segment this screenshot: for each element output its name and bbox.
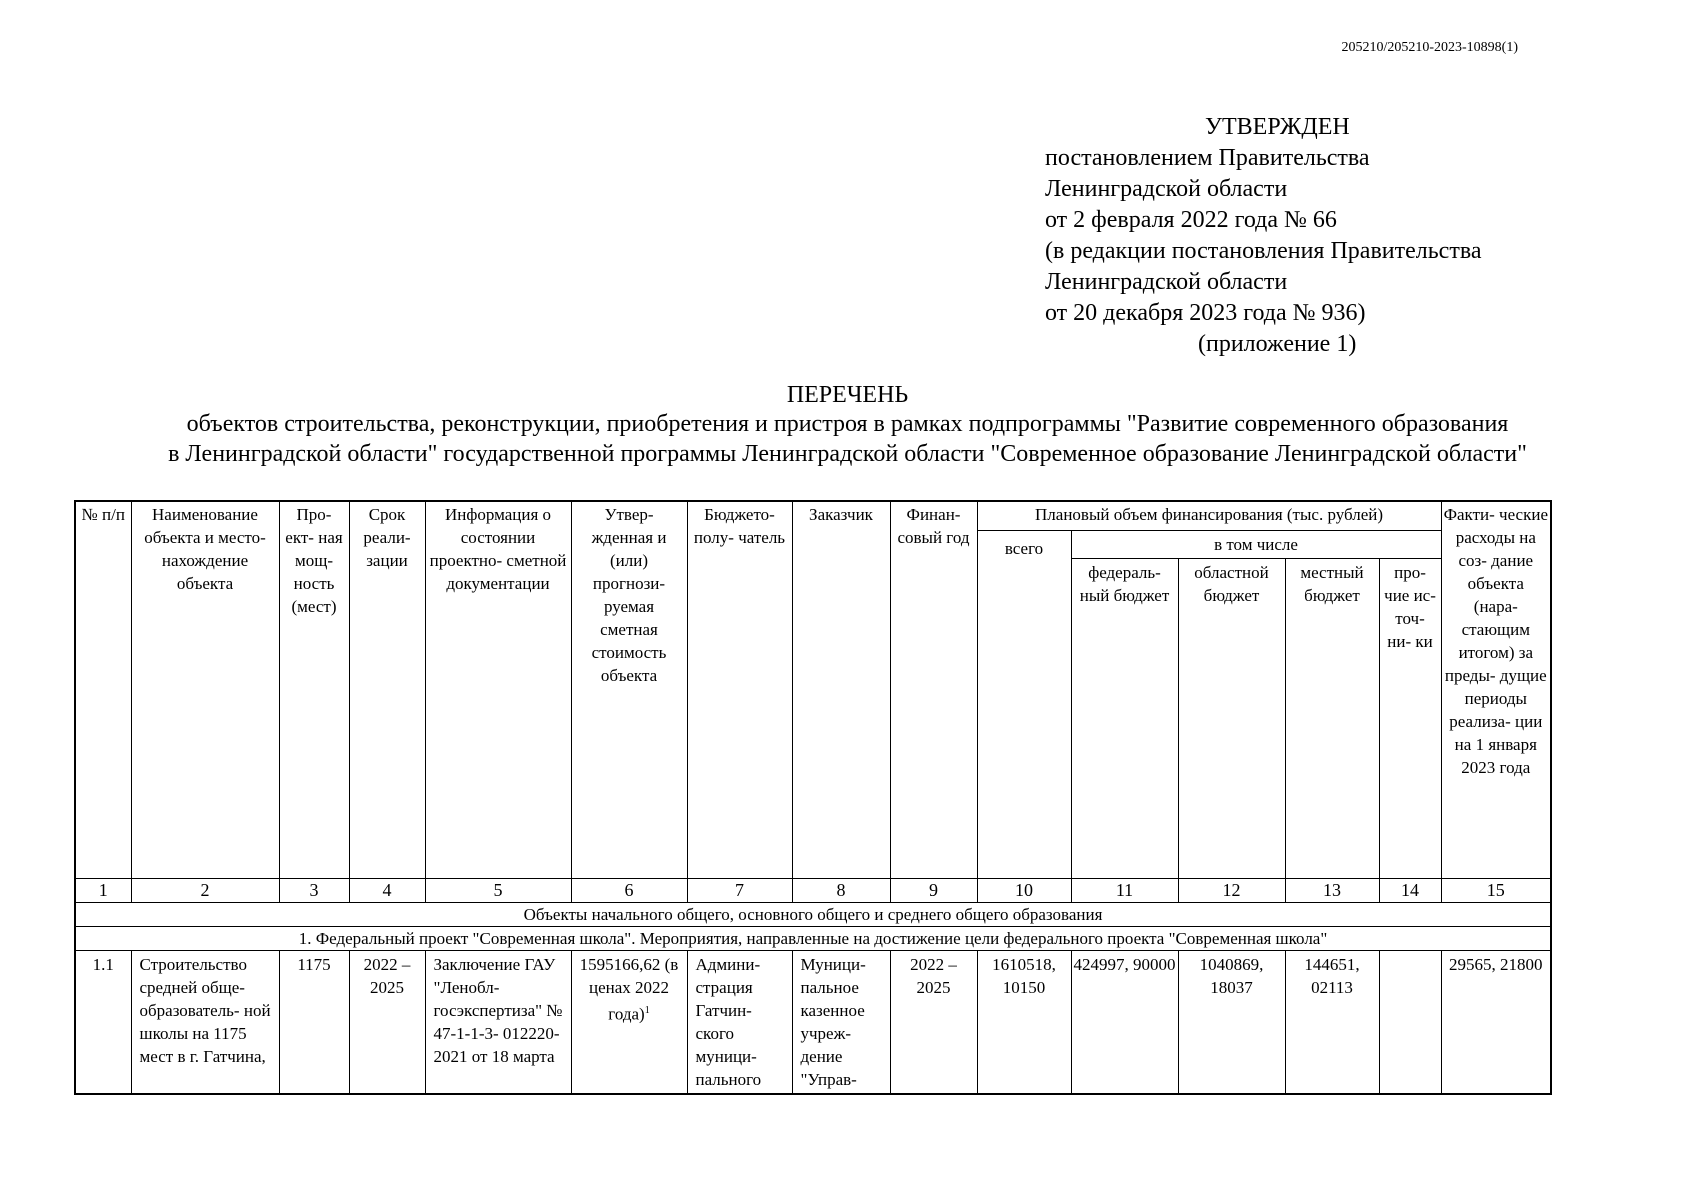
row-docs: Заключение ГАУ "Ленобл- госэкспертиза" № 47-1-1-3- 012220-2021 от 18 марта: [425, 951, 571, 1095]
approval-line: Ленинградской области: [1045, 269, 1288, 295]
approval-heading: УТВЕРЖДЕН: [1205, 114, 1350, 140]
column-number: 10: [977, 879, 1071, 903]
header-regional: областной бюджет: [1178, 559, 1285, 879]
column-number: 8: [792, 879, 890, 903]
row-other: [1379, 951, 1441, 1095]
header-fin-year: Финан- совый год: [890, 501, 977, 879]
column-number: 1: [75, 879, 131, 903]
row-name: Строительство средней обще- образователь- ной школы на 1175 мест в г. Гатчина,: [131, 951, 279, 1095]
document-subtitle-line-2: в Ленинградской области" государственной программы Ленинградской области "Современное образование Ленинградской области": [168, 441, 1527, 467]
row-total: 1610518, 10150: [977, 951, 1071, 1095]
document-id: 205210/205210-2023-10898(1): [1341, 40, 1518, 55]
column-number: 15: [1441, 879, 1551, 903]
column-number: 4: [349, 879, 425, 903]
column-number: 12: [1178, 879, 1285, 903]
row-actual: 29565, 21800: [1441, 951, 1551, 1095]
header-actual-expenses: Факти- ческие расходы на соз- дание объекта (нара- стающим итогом) за преды- дущие периоды реализа- ции на 1 января 2023 года: [1441, 501, 1551, 879]
row-num: 1.1: [75, 951, 131, 1095]
row-recipient: Админи- страция Гатчин- ского муници- пального: [687, 951, 792, 1095]
header-docs: Информация о состоянии проектно- сметной документации: [425, 501, 571, 879]
appendix-label: (приложение 1): [1198, 331, 1357, 357]
objects-table: [74, 500, 1552, 1095]
row-cost: [571, 951, 687, 1095]
header-federal: федераль- ный бюджет: [1071, 559, 1178, 879]
row-term: 2022 – 2025: [349, 951, 425, 1095]
header-other: про- чие ис- точ- ни- ки: [1379, 559, 1441, 879]
column-number: 2: [131, 879, 279, 903]
column-number: 5: [425, 879, 571, 903]
column-number: 11: [1071, 879, 1178, 903]
header-num: № п/п: [75, 501, 131, 879]
approval-block: [1045, 112, 1482, 360]
row-federal: 424997, 90000: [1071, 951, 1178, 1095]
row-capacity: 1175: [279, 951, 349, 1095]
column-number: 9: [890, 879, 977, 903]
column-number: 14: [1379, 879, 1441, 903]
column-number: 7: [687, 879, 792, 903]
header-local: местный бюджет: [1285, 559, 1379, 879]
header-planned-financing: Плановый объем финансирования (тыс. рублей): [977, 501, 1441, 531]
row-fin-year: 2022 – 2025: [890, 951, 977, 1095]
table-row: [75, 951, 1551, 1095]
header-customer: Заказчик: [792, 501, 890, 879]
row-cost-value: 1595166,62 (в ценах 2022 года): [579, 955, 679, 1024]
column-numbers-row: [75, 879, 1551, 903]
header-total: всего: [977, 531, 1071, 879]
column-number: 13: [1285, 879, 1379, 903]
approval-line: от 20 декабря 2023 года № 936): [1045, 300, 1366, 326]
row-regional: 1040869, 18037: [1178, 951, 1285, 1095]
section-heading: Объекты начального общего, основного общего и среднего общего образования: [75, 903, 1551, 927]
footnote-marker: 1: [644, 1005, 650, 1016]
row-local: 144651, 02113: [1285, 951, 1379, 1095]
column-number: 3: [279, 879, 349, 903]
document-title: ПЕРЕЧЕНЬ: [786, 382, 909, 408]
document-subtitle-line-1: объектов строительства, реконструкции, приобретения и пристроя в рамках подпрограммы "Развитие современного образования: [186, 411, 1509, 437]
header-including: в том числе: [1071, 531, 1441, 559]
header-capacity: Про- ект- ная мощ- ность (мест): [279, 501, 349, 879]
header-name: Наименование объекта и место- нахождение объекта: [131, 501, 279, 879]
header-cost: Утвер- жденная и (или) прогнози- руемая сметная стоимость объекта: [571, 501, 687, 879]
row-customer: Муници- пальное казенное учреж- дение "Управ-: [792, 951, 890, 1095]
approval-line: от 2 февраля 2022 года № 66: [1045, 207, 1337, 233]
approval-line: постановлением Правительства: [1045, 145, 1370, 171]
subsection-heading: 1. Федеральный проект "Современная школа". Мероприятия, направленные на достижение цели федерального проекта "Современная школа": [75, 927, 1551, 951]
approval-line: (в редакции постановления Правительства: [1045, 238, 1482, 264]
header-term: Срок реали- зации: [349, 501, 425, 879]
approval-line: Ленинградской области: [1045, 176, 1288, 202]
column-number: 6: [571, 879, 687, 903]
header-recipient: Бюджето- полу- чатель: [687, 501, 792, 879]
